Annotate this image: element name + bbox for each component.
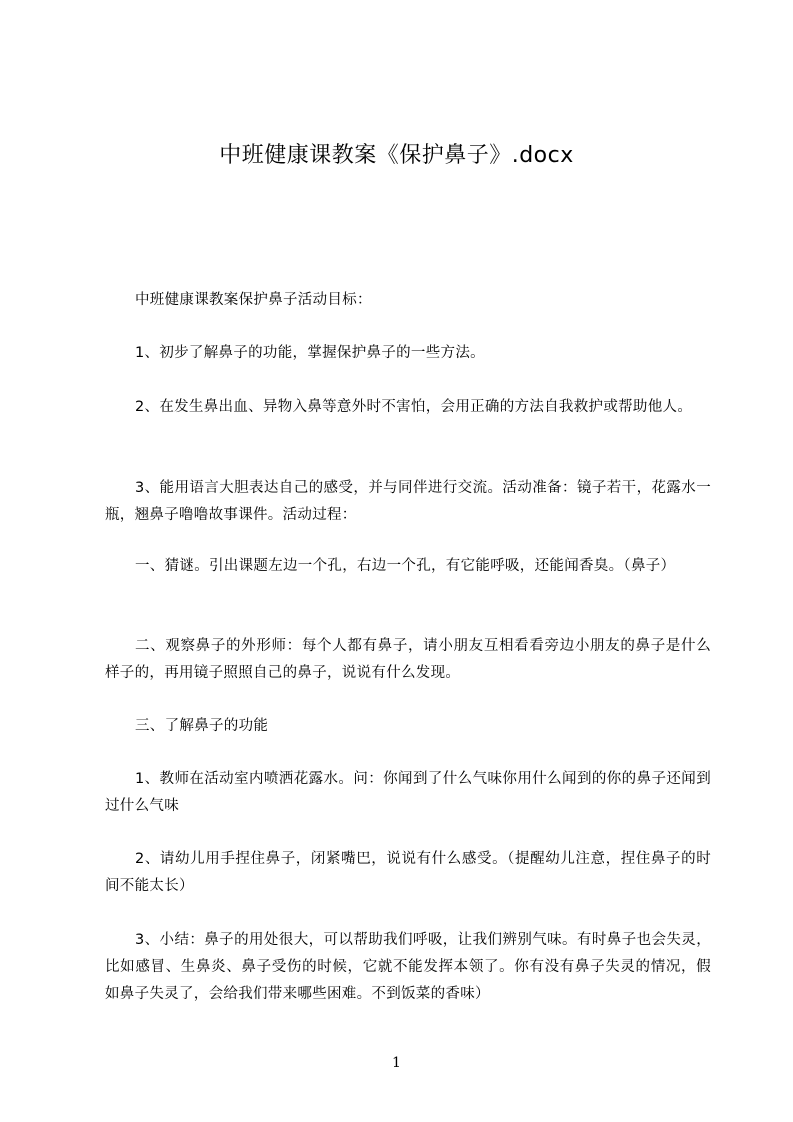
paragraph-step-1: 一、猜谜。引出课题左边一个孔，右边一个孔，有它能呼吸，还能闻香臭。（鼻子） <box>135 558 676 574</box>
page-number: 1 <box>392 1055 401 1071</box>
paragraph-step-2: 二、观察鼻子的外形师：每个人都有鼻子，请小朋友互相看看旁边小朋友的鼻子是什么样子的，再用镜子照照自己的鼻子，说说有什么发现。 <box>105 638 711 681</box>
paragraph-goal-2: 2、在发生鼻出血、异物入鼻等意外时不害怕，会用正确的方法自我救护或帮助他人。 <box>135 399 693 415</box>
paragraph-goal-3: 3、能用语言大胆表达自己的感受，并与同伴进行交流。活动准备：镜子若干，花露水一瓶，翘鼻子噜噜故事课件。活动过程： <box>105 480 711 523</box>
document-title: 中班健康课教案《保护鼻子》.docx <box>219 143 574 168</box>
paragraph-substep-1: 1、教师在活动室内喷洒花露水。问：你闻到了什么气味你用什么闻到的你的鼻子还闻到过什么气味 <box>105 771 711 814</box>
paragraph-step-3: 三、了解鼻子的功能 <box>135 718 269 734</box>
paragraph-objectives-heading: 中班健康课教案保护鼻子活动目标： <box>135 292 372 308</box>
paragraph-goal-1: 1、初步了解鼻子的功能，掌握保护鼻子的一些方法。 <box>135 345 485 361</box>
paragraph-substep-2: 2、请幼儿用手捏住鼻子，闭紧嘴巴，说说有什么感受。（提醒幼儿注意，捏住鼻子的时间不能太长） <box>105 851 711 894</box>
paragraph-substep-3: 3、小结：鼻子的用处很大，可以帮助我们呼吸，让我们辨别气味。有时鼻子也会失灵，比如感冒、生鼻炎、鼻子受伤的时候，它就不能发挥本领了。你有没有鼻子失灵的情况，假如鼻子失灵了，会给我们带来哪些困难。不到饭菜的香味） <box>105 932 711 1002</box>
